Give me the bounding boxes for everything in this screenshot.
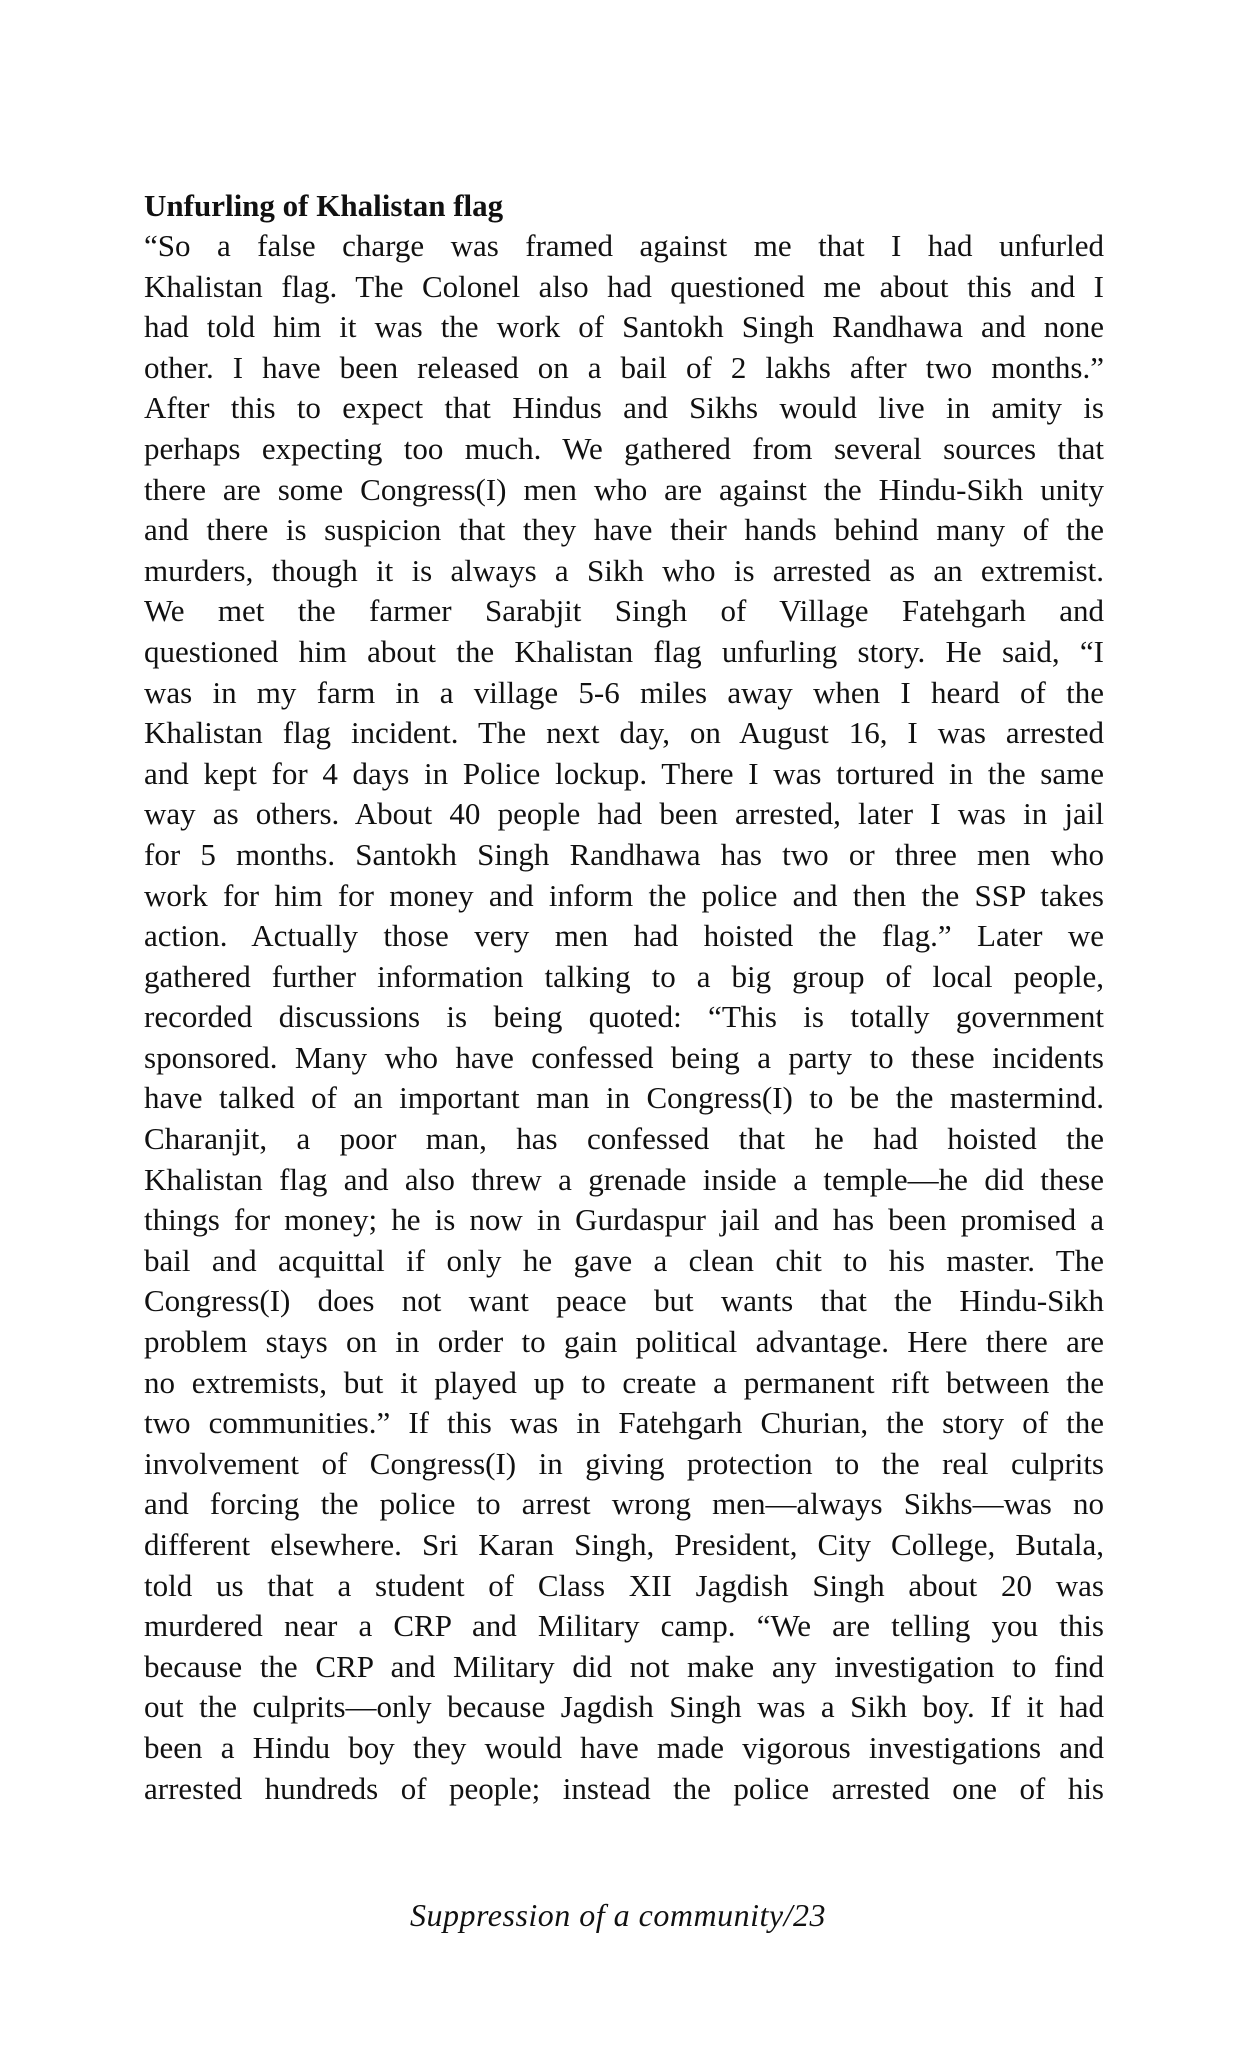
text-line: Charanjit, a poor man, has confessed that he had hoisted the — [144, 1121, 1104, 1157]
text-line: have talked of an important man in Congress(I) to be the mastermind. — [144, 1080, 1104, 1116]
text-line: was in my farm in a village 5-6 miles away when I heard of the — [144, 674, 1104, 710]
text-line: “So a false charge was framed against me that I had unfurled — [144, 228, 1104, 263]
text-line: for 5 months. Santokh Singh Randhawa has two or three men who — [144, 836, 1104, 872]
text-line: way as others. About 40 people had been arrested, later I was in jail — [144, 796, 1104, 832]
text-line: work for him for money and inform the police and then the SSP takes — [144, 877, 1104, 913]
section-heading: Unfurling of Khalistan flag — [144, 188, 504, 223]
text-line: out the culprits—only because Jagdish Singh was a Sikh boy. If it had — [144, 1689, 1104, 1725]
text-line: arrested hundreds of people; instead the police arrested one of his — [144, 1770, 1104, 1806]
text-line: recorded discussions is being quoted: “This is totally government — [144, 999, 1104, 1035]
text-line: different elsewhere. Sri Karan Singh, President, City College, Butala, — [144, 1527, 1104, 1562]
text-line: other. I have been released on a bail of 2 lakhs after two months.” — [144, 349, 1104, 385]
page-body — [144, 186, 1104, 1809]
text-line: questioned him about the Khalistan flag unfurling story. He said, “I — [144, 633, 1104, 669]
text-line: bail and acquittal if only he gave a clean chit to his master. The — [144, 1242, 1104, 1278]
text-line: and there is suspicion that they have their hands behind many of the — [144, 512, 1104, 548]
text-line: We met the farmer Sarabjit Singh of Village Fatehgarh and — [144, 593, 1104, 629]
text-line: Khalistan flag and also threw a grenade inside a temple—he did these — [144, 1161, 1104, 1197]
text-line: problem stays on in order to gain political advantage. Here there are — [144, 1324, 1104, 1360]
text-line: been a Hindu boy they would have made vigorous investigations and — [144, 1729, 1104, 1765]
text-line: murders, though it is always a Sikh who is arrested as an extremist. — [144, 552, 1104, 588]
text-line: After this to expect that Hindus and Sikhs would live in amity is — [144, 390, 1104, 426]
text-line: action. Actually those very men had hoisted the flag.” Later we — [144, 918, 1104, 954]
text-line: perhaps expecting too much. We gathered from several sources that — [144, 430, 1104, 466]
text-line: gathered further information talking to a big group of local people, — [144, 958, 1104, 994]
text-line: and kept for 4 days in Police lockup. There I was tortured in the same — [144, 755, 1104, 791]
text-line: had told him it was the work of Santokh Singh Randhawa and none — [144, 309, 1104, 345]
text-line: there are some Congress(I) men who are against the Hindu-Sikh unity — [144, 471, 1104, 507]
text-line: things for money; he is now in Gurdaspur jail and has been promised a — [144, 1202, 1104, 1238]
text-line: because the CRP and Military did not make any investigation to find — [144, 1648, 1104, 1684]
text-line: Congress(I) does not want peace but wants that the Hindu-Sikh — [144, 1283, 1104, 1319]
text-line: sponsored. Many who have confessed being a party to these incidents — [144, 1039, 1104, 1075]
text-line: told us that a student of Class XII Jagdish Singh about 20 was — [144, 1567, 1104, 1603]
body-text — [144, 226, 1104, 1809]
text-line: involvement of Congress(I) in giving protection to the real culprits — [144, 1445, 1104, 1481]
text-line: no extremists, but it played up to create a permanent rift between the — [144, 1364, 1104, 1400]
text-line: two communities.” If this was in Fatehgarh Churian, the story of the — [144, 1405, 1104, 1441]
text-line: Khalistan flag. The Colonel also had questioned me about this and I — [144, 268, 1104, 304]
text-line: murdered near a CRP and Military camp. “We are telling you this — [144, 1608, 1104, 1644]
running-footer: Suppression of a community/23 — [410, 1897, 826, 1933]
text-line: Khalistan flag incident. The next day, on August 16, I was arrested — [144, 715, 1104, 751]
text-line: and forcing the police to arrest wrong men—always Sikhs—was no — [144, 1486, 1104, 1522]
